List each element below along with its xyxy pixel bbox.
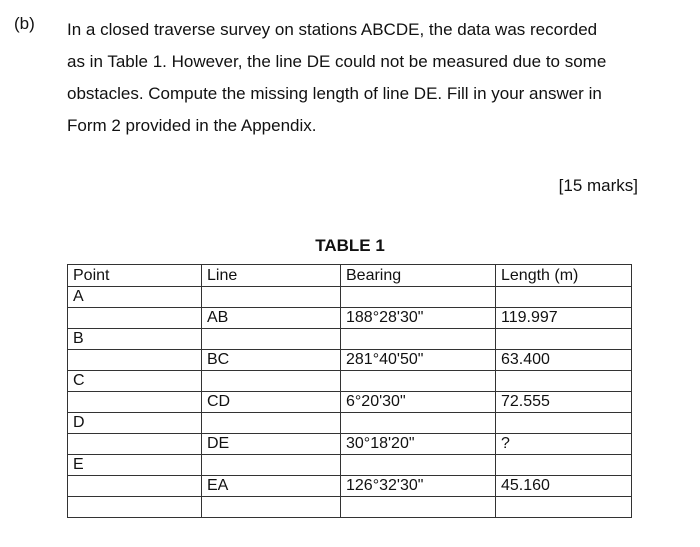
- cell-line: [202, 329, 341, 350]
- cell-line: BC: [202, 350, 341, 371]
- cell-length: [496, 497, 632, 518]
- cell-bearing: 126°32'30": [341, 476, 496, 497]
- cell-point: B: [68, 329, 202, 350]
- question-line: obstacles. Compute the missing length of line DE. Fill in your answer in: [67, 84, 602, 103]
- cell-length: [496, 287, 632, 308]
- cell-bearing: [341, 329, 496, 350]
- table-row: [68, 371, 632, 392]
- traverse-table: [67, 264, 632, 518]
- marks-label: [15 marks]: [558, 176, 638, 195]
- header-bearing: Bearing: [341, 265, 496, 287]
- cell-line: [202, 371, 341, 392]
- cell-length: [496, 455, 632, 476]
- cell-point: A: [68, 287, 202, 308]
- cell-point: [68, 350, 202, 371]
- table-row: [68, 497, 632, 518]
- cell-line: CD: [202, 392, 341, 413]
- cell-bearing: [341, 455, 496, 476]
- header-point: Point: [68, 265, 202, 287]
- cell-length: [496, 329, 632, 350]
- cell-point: D: [68, 413, 202, 434]
- question-line: as in Table 1. However, the line DE could not be measured due to some: [67, 52, 607, 71]
- header-line: Line: [202, 265, 341, 287]
- cell-point: [68, 476, 202, 497]
- cell-bearing: [341, 413, 496, 434]
- table-row: [68, 455, 632, 476]
- cell-point: [68, 497, 202, 518]
- table-row: [68, 392, 632, 413]
- table-row: [68, 308, 632, 329]
- cell-line: DE: [202, 434, 341, 455]
- question-text: [67, 14, 667, 142]
- cell-length: [496, 371, 632, 392]
- table-title: TABLE 1: [315, 236, 385, 255]
- table-row: [68, 476, 632, 497]
- cell-length: 63.400: [496, 350, 632, 371]
- question-line: Form 2 provided in the Appendix.: [67, 116, 317, 135]
- cell-line: [202, 497, 341, 518]
- cell-point: C: [68, 371, 202, 392]
- cell-line: [202, 455, 341, 476]
- table-row: [68, 434, 632, 455]
- cell-bearing: [341, 497, 496, 518]
- cell-length: 72.555: [496, 392, 632, 413]
- question-label: (b): [14, 14, 35, 33]
- cell-bearing: 30°18'20": [341, 434, 496, 455]
- cell-point: [68, 392, 202, 413]
- cell-bearing: 281°40'50": [341, 350, 496, 371]
- table-row: [68, 329, 632, 350]
- table-row: [68, 287, 632, 308]
- cell-line: AB: [202, 308, 341, 329]
- cell-length: [496, 413, 632, 434]
- cell-length: 119.997: [496, 308, 632, 329]
- table-row: [68, 350, 632, 371]
- cell-line: [202, 287, 341, 308]
- table-header-row: [68, 265, 632, 287]
- cell-point: [68, 308, 202, 329]
- header-length: Length (m): [496, 265, 632, 287]
- table-row: [68, 413, 632, 434]
- cell-line: [202, 413, 341, 434]
- cell-length: 45.160: [496, 476, 632, 497]
- cell-bearing: 188°28'30": [341, 308, 496, 329]
- cell-line: EA: [202, 476, 341, 497]
- question-line: In a closed traverse survey on stations ABCDE, the data was recorded: [67, 20, 598, 39]
- cell-bearing: [341, 371, 496, 392]
- cell-bearing: 6°20'30": [341, 392, 496, 413]
- cell-length: ?: [496, 434, 632, 455]
- cell-bearing: [341, 287, 496, 308]
- cell-point: [68, 434, 202, 455]
- cell-point: E: [68, 455, 202, 476]
